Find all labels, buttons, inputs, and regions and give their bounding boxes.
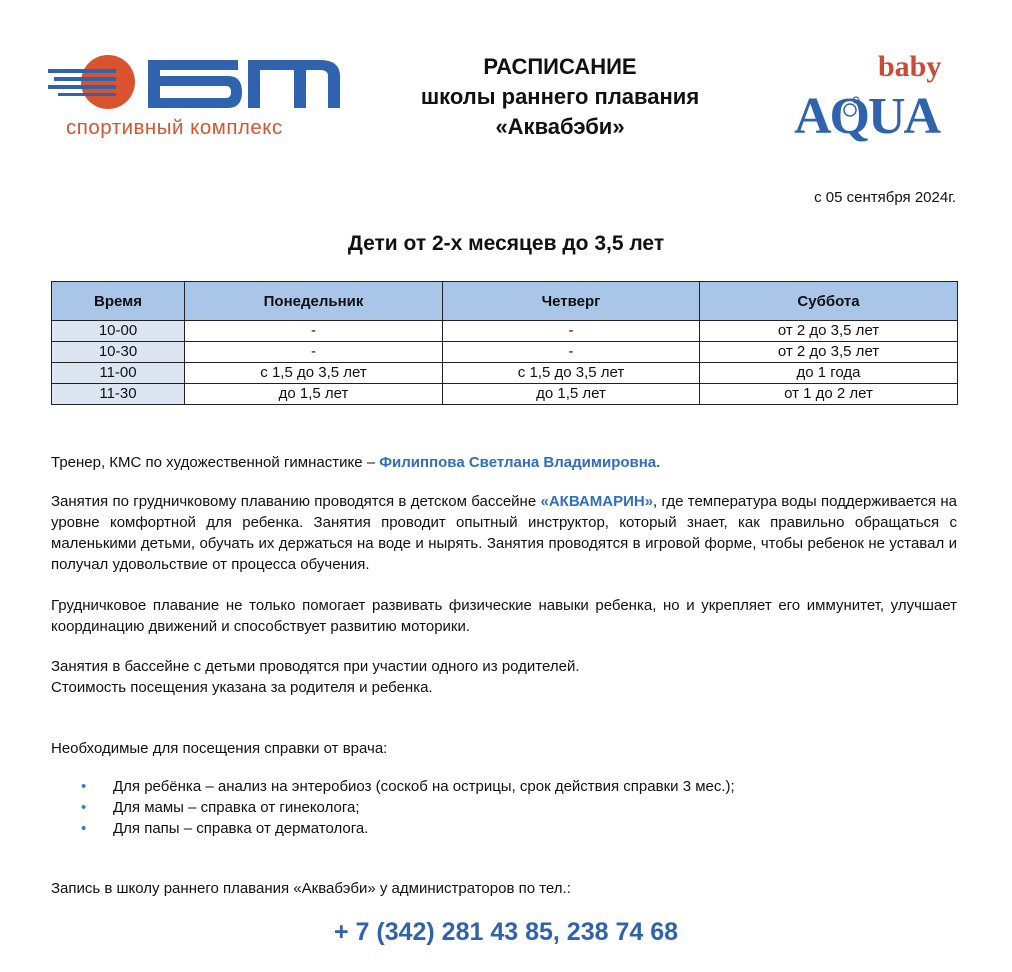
- coach-name: Филиппова Светлана Владимировна.: [379, 454, 661, 471]
- bm-logo-mark: [48, 52, 348, 114]
- about-text-1: Занятия по грудничковому плаванию проводятся в детском бассейне: [51, 493, 541, 510]
- benefits-paragraph: Грудничковое плавание не только помогает развивать физические навыки ребенка, но и укрепляет его иммунитет, улучшает координацию движений и способствует развитию моторики.: [51, 597, 957, 635]
- table-cell: -: [443, 342, 700, 363]
- docs-title: Необходимые для посещения справки от врача:: [51, 740, 388, 757]
- schedule-date: с 05 сентября 2024г.: [814, 189, 956, 206]
- bullet-icon: •: [81, 820, 87, 837]
- table-cell: до 1,5 лет: [443, 384, 700, 405]
- table-header-row: [52, 282, 958, 321]
- coach-prefix: Тренер, КМС по художественной гимнастике –: [51, 454, 380, 471]
- phone-number[interactable]: + 7 (342) 281 43 85, 238 74 68: [333, 918, 679, 946]
- col-header-time: Время: [52, 282, 185, 321]
- signup-line: Запись в школу раннего плавания «Аквабэби» у администраторов по тел.:: [51, 880, 571, 897]
- title-line: РАСПИСАНИЕ: [483, 54, 637, 79]
- table-row: [52, 384, 958, 405]
- list-item: [51, 797, 735, 818]
- col-header-thursday: Четверг: [443, 282, 700, 321]
- table-cell: -: [185, 342, 443, 363]
- logo-aqua-text: AQUA: [794, 88, 940, 145]
- table-cell: от 2 до 3,5 лет: [700, 321, 958, 342]
- time-cell: 10-00: [52, 321, 185, 342]
- table-cell: -: [185, 321, 443, 342]
- table-row: [52, 342, 958, 363]
- time-cell: 11-30: [52, 384, 185, 405]
- col-header-monday: Понедельник: [185, 282, 443, 321]
- coach-line: [51, 452, 957, 473]
- list-item: [51, 818, 735, 839]
- col-header-saturday: Суббота: [700, 282, 958, 321]
- list-item: [51, 776, 735, 797]
- parents-paragraph: [51, 656, 957, 698]
- table-cell: до 1,5 лет: [185, 384, 443, 405]
- pool-name: «АКВАМАРИН»: [540, 493, 654, 510]
- group-heading: Дети от 2-х месяцев до 3,5 лет: [347, 232, 665, 255]
- title-line: школы раннего плавания: [420, 84, 700, 109]
- time-cell: 10-30: [52, 342, 185, 363]
- list-item-text: Для папы – справка от дерматолога.: [113, 820, 369, 837]
- baby-aqua-logo: [790, 48, 970, 148]
- list-item-text: Для ребёнка – анализ на энтеробиоз (соскоб на острицы, срок действия справки 3 мес.);: [113, 778, 735, 795]
- time-cell: 11-00: [52, 363, 185, 384]
- about-text-2: , где температура воды поддерживается на уровне комфортной для ребенка. Занятия проводит опытный инструктор, который знает, как правильно обращаться с маленькими детьми, обучать их держаться на воде и нырять. Занятия проводятся в игровой форме, чтобы ребенок не уставал и получал удовольствие от процесса обучения.: [51, 493, 957, 573]
- cost-line: Стоимость посещения указана за родителя и ребенка.: [51, 679, 433, 696]
- list-item-text: Для мамы – справка от гинеколога;: [113, 799, 360, 816]
- table-row: [52, 321, 958, 342]
- logo-baby-text: baby: [878, 50, 942, 83]
- page-title: [360, 52, 760, 142]
- table-cell: -: [443, 321, 700, 342]
- table-cell: с 1,5 до 3,5 лет: [443, 363, 700, 384]
- docs-list: [51, 776, 735, 839]
- sport-complex-logo: [48, 52, 348, 147]
- table-cell: с 1,5 до 3,5 лет: [185, 363, 443, 384]
- table-cell: от 1 до 2 лет: [700, 384, 958, 405]
- table-cell: до 1 года: [700, 363, 958, 384]
- logo-subtitle: спортивный комплекс: [66, 116, 283, 139]
- baby-aqua-logo-image: [790, 48, 970, 148]
- parents-line: Занятия в бассейне с детьми проводятся при участии одного из родителей.: [51, 658, 580, 675]
- table-row: [52, 363, 958, 384]
- table-cell: от 2 до 3,5 лет: [700, 342, 958, 363]
- about-paragraph: [51, 491, 957, 575]
- schedule-table: [51, 281, 958, 405]
- title-line: «Аквабэби»: [495, 114, 625, 139]
- bullet-icon: •: [81, 799, 87, 816]
- bullet-icon: •: [81, 778, 87, 795]
